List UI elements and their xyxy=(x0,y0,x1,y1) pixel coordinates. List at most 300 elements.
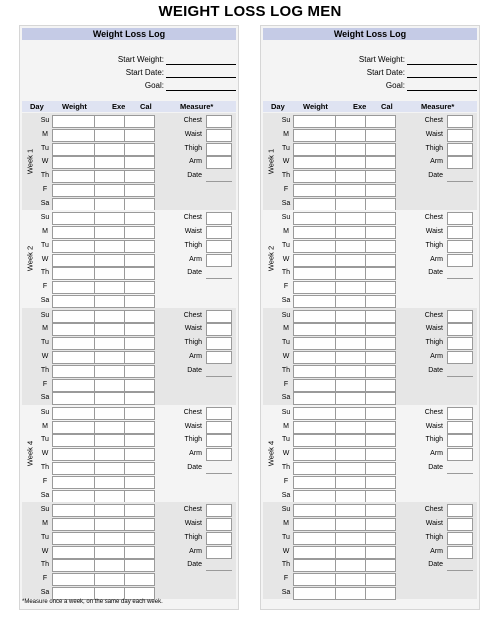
date-field[interactable] xyxy=(447,181,473,182)
exe-cell[interactable] xyxy=(335,379,366,392)
exe-cell[interactable] xyxy=(335,254,366,267)
exe-cell[interactable] xyxy=(335,310,366,323)
exe-cell[interactable] xyxy=(335,476,366,489)
exe-cell[interactable] xyxy=(94,226,125,239)
measure-box[interactable] xyxy=(206,254,232,267)
cal-cell[interactable] xyxy=(365,156,396,169)
goal-field[interactable] xyxy=(407,90,477,91)
exe-cell[interactable] xyxy=(94,476,125,489)
weight-cell[interactable] xyxy=(293,559,336,572)
weight-cell[interactable] xyxy=(52,240,95,253)
weight-cell[interactable] xyxy=(52,504,95,517)
measure-box[interactable] xyxy=(206,421,232,434)
measure-box[interactable] xyxy=(447,351,473,364)
exe-cell[interactable] xyxy=(94,115,125,128)
cal-cell[interactable] xyxy=(365,532,396,545)
cal-cell[interactable] xyxy=(365,462,396,475)
weight-cell[interactable] xyxy=(293,518,336,531)
exe-cell[interactable] xyxy=(335,337,366,350)
weight-cell[interactable] xyxy=(293,295,336,308)
exe-cell[interactable] xyxy=(335,490,366,503)
cal-cell[interactable] xyxy=(365,281,396,294)
col-measure: Measure* xyxy=(421,102,455,111)
cal-cell[interactable] xyxy=(365,351,396,364)
measure-box[interactable] xyxy=(206,240,232,253)
cal-cell[interactable] xyxy=(365,504,396,517)
exe-cell[interactable] xyxy=(94,392,125,405)
date-field[interactable] xyxy=(206,473,232,474)
measure-box[interactable] xyxy=(206,143,232,156)
date-label: Date xyxy=(428,269,443,277)
weight-cell[interactable] xyxy=(293,532,336,545)
weight-cell[interactable] xyxy=(52,170,95,183)
exe-cell[interactable] xyxy=(94,254,125,267)
weight-cell[interactable] xyxy=(52,337,95,350)
weight-cell[interactable] xyxy=(52,392,95,405)
exe-cell[interactable] xyxy=(94,295,125,308)
weight-cell[interactable] xyxy=(293,267,336,280)
cal-cell[interactable] xyxy=(124,170,155,183)
cal-cell[interactable] xyxy=(365,379,396,392)
weight-cell[interactable] xyxy=(293,504,336,517)
measure-box[interactable] xyxy=(447,337,473,350)
cal-cell[interactable] xyxy=(365,476,396,489)
cal-cell[interactable] xyxy=(124,504,155,517)
weight-cell[interactable] xyxy=(52,421,95,434)
exe-cell[interactable] xyxy=(94,267,125,280)
cal-cell[interactable] xyxy=(124,546,155,559)
exe-cell[interactable] xyxy=(94,407,125,420)
weight-cell[interactable] xyxy=(52,310,95,323)
cal-cell[interactable] xyxy=(124,448,155,461)
measure-box[interactable] xyxy=(447,254,473,267)
week-block xyxy=(22,405,236,502)
cal-cell[interactable] xyxy=(124,365,155,378)
measure-box[interactable] xyxy=(206,156,232,169)
date-field[interactable] xyxy=(206,570,232,571)
exe-cell[interactable] xyxy=(94,546,125,559)
day-label: M xyxy=(283,130,289,138)
cal-cell[interactable] xyxy=(124,573,155,586)
weight-cell[interactable] xyxy=(52,379,95,392)
measure-label: Chest xyxy=(183,408,202,416)
week-block xyxy=(263,308,477,405)
cal-cell[interactable] xyxy=(365,115,396,128)
exe-cell[interactable] xyxy=(94,421,125,434)
exe-cell[interactable] xyxy=(335,546,366,559)
day-label: F xyxy=(283,283,289,291)
day-label: F xyxy=(42,575,48,583)
week-block xyxy=(263,113,477,210)
cal-cell[interactable] xyxy=(365,129,396,142)
cal-cell[interactable] xyxy=(124,198,155,211)
exe-cell[interactable] xyxy=(94,504,125,517)
measure-box[interactable] xyxy=(206,129,232,142)
exe-cell[interactable] xyxy=(94,156,125,169)
goal-field[interactable] xyxy=(166,90,236,91)
cal-cell[interactable] xyxy=(124,337,155,350)
cal-cell[interactable] xyxy=(124,379,155,392)
weight-cell[interactable] xyxy=(293,129,336,142)
exe-cell[interactable] xyxy=(94,462,125,475)
exe-cell[interactable] xyxy=(94,240,125,253)
cal-cell[interactable] xyxy=(124,184,155,197)
exe-cell[interactable] xyxy=(94,337,125,350)
cal-cell[interactable] xyxy=(365,323,396,336)
exe-cell[interactable] xyxy=(335,351,366,364)
weight-cell[interactable] xyxy=(52,407,95,420)
weight-cell[interactable] xyxy=(52,490,95,503)
weight-cell[interactable] xyxy=(52,573,95,586)
week-label: Week 4 xyxy=(266,440,276,467)
weight-cell[interactable] xyxy=(293,337,336,350)
weight-cell[interactable] xyxy=(52,115,95,128)
weight-cell[interactable] xyxy=(52,434,95,447)
weight-cell[interactable] xyxy=(52,448,95,461)
exe-cell[interactable] xyxy=(94,281,125,294)
weight-cell[interactable] xyxy=(293,281,336,294)
cal-cell[interactable] xyxy=(124,129,155,142)
cal-cell[interactable] xyxy=(365,254,396,267)
cal-cell[interactable] xyxy=(365,267,396,280)
week-block xyxy=(263,210,477,307)
cal-cell[interactable] xyxy=(365,212,396,225)
cal-cell[interactable] xyxy=(124,240,155,253)
card-header: Weight Loss Log xyxy=(22,28,236,40)
exe-cell[interactable] xyxy=(335,198,366,211)
start-date-field[interactable] xyxy=(166,77,236,78)
measure-box[interactable] xyxy=(447,448,473,461)
day-label: Su xyxy=(40,506,50,514)
cal-cell[interactable] xyxy=(124,518,155,531)
measure-label: Arm xyxy=(430,547,443,555)
measure-box[interactable] xyxy=(447,421,473,434)
measure-label: Waist xyxy=(425,519,443,527)
exe-cell[interactable] xyxy=(335,226,366,239)
exe-cell[interactable] xyxy=(94,490,125,503)
cal-cell[interactable] xyxy=(365,198,396,211)
exe-cell[interactable] xyxy=(94,532,125,545)
cal-cell[interactable] xyxy=(365,337,396,350)
exe-cell[interactable] xyxy=(335,532,366,545)
measure-box[interactable] xyxy=(206,310,232,323)
measure-box[interactable] xyxy=(447,156,473,169)
cal-cell[interactable] xyxy=(124,323,155,336)
weight-cell[interactable] xyxy=(52,267,95,280)
exe-cell[interactable] xyxy=(335,504,366,517)
weight-cell[interactable] xyxy=(293,310,336,323)
weight-cell[interactable] xyxy=(52,476,95,489)
weight-cell[interactable] xyxy=(52,212,95,225)
exe-cell[interactable] xyxy=(335,407,366,420)
cal-cell[interactable] xyxy=(124,392,155,405)
weight-cell[interactable] xyxy=(293,379,336,392)
cal-cell[interactable] xyxy=(124,532,155,545)
exe-cell[interactable] xyxy=(335,240,366,253)
week-block xyxy=(263,405,477,502)
exe-cell[interactable] xyxy=(335,518,366,531)
weight-cell[interactable] xyxy=(293,476,336,489)
cal-cell[interactable] xyxy=(124,115,155,128)
date-field[interactable] xyxy=(206,376,232,377)
measure-box[interactable] xyxy=(206,212,232,225)
weight-cell[interactable] xyxy=(52,295,95,308)
cal-cell[interactable] xyxy=(365,518,396,531)
measure-box[interactable] xyxy=(206,337,232,350)
measure-box[interactable] xyxy=(206,434,232,447)
exe-cell[interactable] xyxy=(335,323,366,336)
exe-cell[interactable] xyxy=(94,198,125,211)
cal-cell[interactable] xyxy=(365,170,396,183)
measure-box[interactable] xyxy=(206,226,232,239)
exe-cell[interactable] xyxy=(94,448,125,461)
date-label: Date xyxy=(187,464,202,472)
exe-cell[interactable] xyxy=(94,143,125,156)
measure-label: Waist xyxy=(184,422,202,430)
exe-cell[interactable] xyxy=(94,351,125,364)
cal-cell[interactable] xyxy=(124,434,155,447)
cal-cell[interactable] xyxy=(365,365,396,378)
weight-cell[interactable] xyxy=(293,240,336,253)
exe-cell[interactable] xyxy=(335,392,366,405)
weight-cell[interactable] xyxy=(293,365,336,378)
col-measure: Measure* xyxy=(180,102,214,111)
cal-cell[interactable] xyxy=(365,240,396,253)
day-label: W xyxy=(41,255,49,263)
cal-cell[interactable] xyxy=(124,295,155,308)
measure-box[interactable] xyxy=(447,226,473,239)
week-label xyxy=(265,338,277,378)
measure-label: Thigh xyxy=(425,241,443,249)
date-field[interactable] xyxy=(206,181,232,182)
measure-label: Chest xyxy=(424,506,443,514)
weight-cell[interactable] xyxy=(52,518,95,531)
cal-cell[interactable] xyxy=(365,573,396,586)
exe-cell[interactable] xyxy=(94,434,125,447)
measure-box[interactable] xyxy=(447,143,473,156)
cal-cell[interactable] xyxy=(124,310,155,323)
measure-box[interactable] xyxy=(206,504,232,517)
cal-cell[interactable] xyxy=(365,434,396,447)
cal-cell[interactable] xyxy=(365,587,396,600)
start-date-field[interactable] xyxy=(407,77,477,78)
exe-cell[interactable] xyxy=(335,295,366,308)
weight-cell[interactable] xyxy=(52,254,95,267)
cal-cell[interactable] xyxy=(365,143,396,156)
weight-cell[interactable] xyxy=(293,184,336,197)
date-field[interactable] xyxy=(206,278,232,279)
measure-box[interactable] xyxy=(447,240,473,253)
date-field[interactable] xyxy=(447,376,473,377)
exe-cell[interactable] xyxy=(335,267,366,280)
weight-cell[interactable] xyxy=(293,226,336,239)
exe-cell[interactable] xyxy=(335,573,366,586)
cal-cell[interactable] xyxy=(365,559,396,572)
date-field[interactable] xyxy=(447,473,473,474)
exe-cell[interactable] xyxy=(335,462,366,475)
cal-cell[interactable] xyxy=(365,407,396,420)
cal-cell[interactable] xyxy=(365,490,396,503)
cal-cell[interactable] xyxy=(365,310,396,323)
measure-box[interactable] xyxy=(206,407,232,420)
measure-box[interactable] xyxy=(447,407,473,420)
cal-cell[interactable] xyxy=(124,281,155,294)
day-label: Th xyxy=(281,172,291,180)
measure-box[interactable] xyxy=(447,546,473,559)
exe-cell[interactable] xyxy=(335,143,366,156)
measure-box[interactable] xyxy=(206,448,232,461)
cal-cell[interactable] xyxy=(124,156,155,169)
weight-cell[interactable] xyxy=(293,254,336,267)
day-label: Tu xyxy=(282,339,290,347)
week-label: Week 2 xyxy=(25,246,35,272)
exe-cell[interactable] xyxy=(335,421,366,434)
cal-cell[interactable] xyxy=(124,490,155,503)
weight-cell[interactable] xyxy=(52,559,95,572)
day-label: Sa xyxy=(281,588,291,596)
measure-box[interactable] xyxy=(447,504,473,517)
weight-cell[interactable] xyxy=(293,115,336,128)
cal-cell[interactable] xyxy=(365,421,396,434)
exe-cell[interactable] xyxy=(94,365,125,378)
cal-cell[interactable] xyxy=(124,407,155,420)
cal-cell[interactable] xyxy=(365,295,396,308)
exe-cell[interactable] xyxy=(335,448,366,461)
weight-cell[interactable] xyxy=(52,351,95,364)
weight-cell[interactable] xyxy=(52,462,95,475)
cal-cell[interactable] xyxy=(124,226,155,239)
exe-cell[interactable] xyxy=(335,587,366,600)
cal-cell[interactable] xyxy=(124,254,155,267)
cal-cell[interactable] xyxy=(365,392,396,405)
weight-cell[interactable] xyxy=(52,546,95,559)
weight-cell[interactable] xyxy=(52,365,95,378)
weight-cell[interactable] xyxy=(293,448,336,461)
exe-cell[interactable] xyxy=(94,559,125,572)
exe-cell[interactable] xyxy=(335,115,366,128)
weight-cell[interactable] xyxy=(52,532,95,545)
date-field[interactable] xyxy=(447,278,473,279)
weight-cell[interactable] xyxy=(293,170,336,183)
exe-cell[interactable] xyxy=(94,129,125,142)
cal-cell[interactable] xyxy=(365,184,396,197)
weight-cell[interactable] xyxy=(52,198,95,211)
weight-cell[interactable] xyxy=(293,587,336,600)
exe-cell[interactable] xyxy=(335,156,366,169)
measure-box[interactable] xyxy=(447,532,473,545)
exe-cell[interactable] xyxy=(335,559,366,572)
weight-cell[interactable] xyxy=(293,546,336,559)
day-label: Su xyxy=(281,311,291,319)
measure-box[interactable] xyxy=(206,323,232,336)
measure-box[interactable] xyxy=(206,115,232,128)
weight-cell[interactable] xyxy=(52,281,95,294)
exe-cell[interactable] xyxy=(94,518,125,531)
measure-box[interactable] xyxy=(447,115,473,128)
week-label xyxy=(24,338,36,378)
cal-cell[interactable] xyxy=(124,143,155,156)
cal-cell[interactable] xyxy=(365,226,396,239)
exe-cell[interactable] xyxy=(94,310,125,323)
cal-cell[interactable] xyxy=(124,267,155,280)
weight-cell[interactable] xyxy=(52,184,95,197)
measure-label: Thigh xyxy=(184,339,202,347)
cal-cell[interactable] xyxy=(124,421,155,434)
weight-cell[interactable] xyxy=(293,156,336,169)
measure-box[interactable] xyxy=(447,212,473,225)
exe-cell[interactable] xyxy=(335,365,366,378)
exe-cell[interactable] xyxy=(335,184,366,197)
exe-cell[interactable] xyxy=(335,212,366,225)
cal-cell[interactable] xyxy=(365,448,396,461)
measure-box[interactable] xyxy=(206,518,232,531)
measure-box[interactable] xyxy=(447,518,473,531)
weight-cell[interactable] xyxy=(293,421,336,434)
weight-cell[interactable] xyxy=(293,573,336,586)
measure-box[interactable] xyxy=(447,434,473,447)
exe-cell[interactable] xyxy=(335,129,366,142)
cal-cell[interactable] xyxy=(365,546,396,559)
cal-cell[interactable] xyxy=(124,462,155,475)
start-weight-field[interactable] xyxy=(166,64,236,65)
weight-cell[interactable] xyxy=(52,129,95,142)
weight-cell[interactable] xyxy=(293,407,336,420)
cal-cell[interactable] xyxy=(124,476,155,489)
weight-cell[interactable] xyxy=(293,143,336,156)
day-label: Sa xyxy=(281,394,291,402)
exe-cell[interactable] xyxy=(94,184,125,197)
weight-cell[interactable] xyxy=(52,156,95,169)
exe-cell[interactable] xyxy=(94,379,125,392)
measure-box[interactable] xyxy=(447,310,473,323)
measure-box[interactable] xyxy=(206,546,232,559)
exe-cell[interactable] xyxy=(94,212,125,225)
cal-cell[interactable] xyxy=(124,212,155,225)
cal-cell[interactable] xyxy=(124,559,155,572)
measure-box[interactable] xyxy=(206,351,232,364)
exe-cell[interactable] xyxy=(335,434,366,447)
weight-cell[interactable] xyxy=(293,351,336,364)
weight-cell[interactable] xyxy=(293,434,336,447)
day-label: Th xyxy=(40,366,50,374)
exe-cell[interactable] xyxy=(335,281,366,294)
exe-cell[interactable] xyxy=(94,170,125,183)
cal-cell[interactable] xyxy=(124,351,155,364)
exe-cell[interactable] xyxy=(335,170,366,183)
week-block xyxy=(22,210,236,307)
date-label: Date xyxy=(428,464,443,472)
date-field[interactable] xyxy=(447,570,473,571)
exe-cell[interactable] xyxy=(94,323,125,336)
measure-box[interactable] xyxy=(447,323,473,336)
day-label: W xyxy=(41,450,49,458)
weight-cell[interactable] xyxy=(52,323,95,336)
exe-cell[interactable] xyxy=(94,573,125,586)
weight-cell[interactable] xyxy=(52,226,95,239)
measure-box[interactable] xyxy=(206,532,232,545)
weight-cell[interactable] xyxy=(293,198,336,211)
weight-cell[interactable] xyxy=(293,490,336,503)
week-label xyxy=(24,532,36,572)
weight-cell[interactable] xyxy=(52,143,95,156)
weight-cell[interactable] xyxy=(293,392,336,405)
measure-box[interactable] xyxy=(447,129,473,142)
day-label: M xyxy=(283,228,289,236)
weight-cell[interactable] xyxy=(293,323,336,336)
start-weight-field[interactable] xyxy=(407,64,477,65)
weight-cell[interactable] xyxy=(293,212,336,225)
weight-cell[interactable] xyxy=(293,462,336,475)
